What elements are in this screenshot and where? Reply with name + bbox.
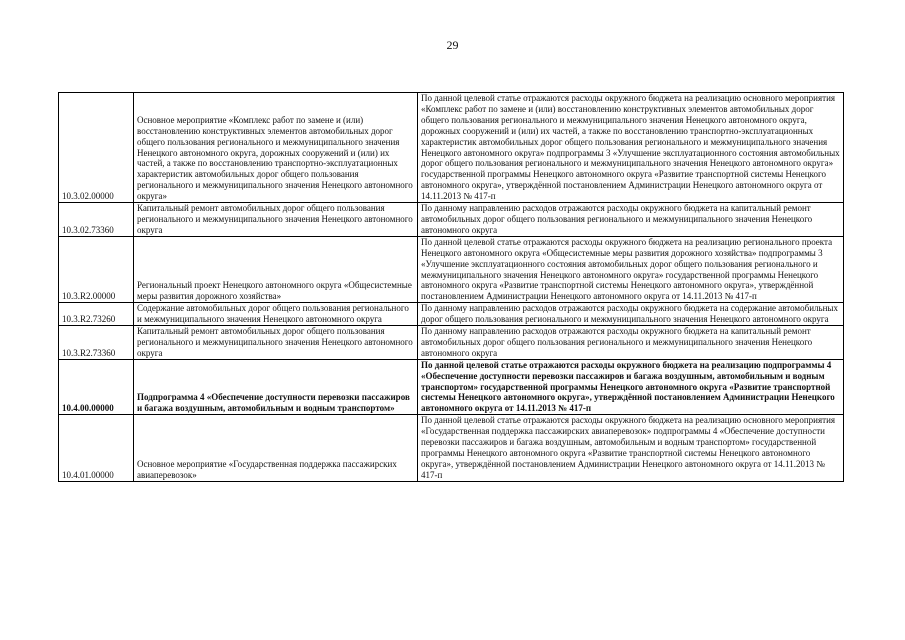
table-row [59,359,844,415]
table-row [59,303,844,326]
row-description: По данной целевой статье отражаются расходы окружного бюджета на реализацию регионального проекта Ненецкого автономного округа «Общесистемные меры развития дорожного хозяйства» подпрограммы 3 «Улучшение эксплуатационного состояния автомобильных дорог общего пользования регионального и межмуниципального значения Ненецкого автономного округа» государственной программы Ненецкого автономного округа «Развитие транспортной системы Ненецкого автономного округа», утверждённой постановлением Администрации Ненецкого автономного округа от 14.11.2013 № 417-п [418,236,844,302]
row-name: Подпрограмма 4 «Обеспечение доступности перевозки пассажиров и багажа воздушным, автомобильным и водным транспортом» [134,359,418,415]
row-name: Основное мероприятие «Государственная поддержка пассажирских авиаперевозок» [134,415,418,481]
row-description: По данному направлению расходов отражаются расходы окружного бюджета на содержание автомобильных дорог общего пользования регионального и межмуниципального значения Ненецкого автономного округа [418,303,844,326]
row-description: По данной целевой статье отражаются расходы окружного бюджета на реализацию подпрограммы 4 «Обеспечение доступности перевозки пассажиров и багажа воздушным, автомобильным и водным транспортом» государственной программы Ненецкого автономного округа «Развитие транспортной системы Ненецкого автономного округа», утверждённой постановлением Администрации Ненецкого автономного округа от 14.11.2013 № 417-п [418,359,844,415]
row-code: 10.4.00.00000 [59,359,134,415]
row-name: Капитальный ремонт автомобильных дорог общего пользования регионального и межмуниципального значения Ненецкого автономного округа [134,326,418,360]
row-code: 10.3.R2.73360 [59,326,134,360]
row-code: 10.3.R2.73260 [59,303,134,326]
row-description: По данной целевой статье отражаются расходы окружного бюджета на реализацию основного мероприятия «Государственная поддержка пассажирских авиаперевозок» подпрограммы 4 «Обеспечение доступности перевозки пассажиров и багажа воздушным, автомобильным и водным транспортом» государственной программы Ненецкого автономного округа «Развитие транспортной системы Ненецкого автономного округа», утверждённой постановлением Администрации Ненецкого автономного округа от 14.11.2013 № 417-п [418,415,844,481]
row-code: 10.4.01.00000 [59,415,134,481]
row-name: Содержание автомобильных дорог общего пользования регионального и межмуниципального значения Ненецкого автономного округа [134,303,418,326]
table-row [59,415,844,481]
row-code: 10.3.02.73360 [59,203,134,237]
row-code: 10.3.R2.00000 [59,236,134,302]
row-code: 10.3.02.00000 [59,93,134,203]
row-name: Региональный проект Ненецкого автономного округа «Общесистемные меры развития дорожного хозяйства» [134,236,418,302]
row-description: По данной целевой статье отражаются расходы окружного бюджета на реализацию основного мероприятия «Комплекс работ по замене и (или) восстановлению конструктивных элементов автомобильных дорог общего пользования регионального и межмуниципального значения Ненецкого автономного округа, дорожных сооружений и (или) их частей, а также по восстановлению транспортно-эксплуатационных характеристик автомобильных дорог общего пользования регионального и межмуниципального значения Ненецкого автономного округа» подпрограммы 3 «Улучшение эксплуатационного состояния автомобильных дорог общего пользования регионального и межмуниципального значения Ненецкого автономного округа» государственной программы Ненецкого автономного округа «Развитие транспортной системы Ненецкого автономного округа», утверждённой постановлением Администрации Ненецкого автономного округа от 14.11.2013 № 417-п [418,93,844,203]
table-row [59,326,844,360]
table-row [59,203,844,237]
row-name: Капитальный ремонт автомобильных дорог общего пользования регионального и межмуниципального значения Ненецкого автономного округа [134,203,418,237]
row-description: По данному направлению расходов отражаются расходы окружного бюджета на капитальный ремонт автомобильных дорог общего пользования регионального и межмуниципального значения Ненецкого автономного округа [418,203,844,237]
row-name: Основное мероприятие «Комплекс работ по замене и (или) восстановлению конструктивных элементов автомобильных дорог общего пользования регионального и межмуниципального значения Ненецкого автономного округа, дорожных сооружений и (или) их частей, а также по восстановлению транспортно-эксплуатационных характеристик автомобильных дорог общего пользования регионального и межмуниципального значения Ненецкого автономного округа» [134,93,418,203]
row-description: По данному направлению расходов отражаются расходы окружного бюджета на капитальный ремонт автомобильных дорог общего пользования регионального и межмуниципального значения Ненецкого автономного округа [418,326,844,360]
budget-classification-table [58,92,844,482]
table-row [59,236,844,302]
page-number: 29 [446,38,459,52]
table-row [59,93,844,203]
